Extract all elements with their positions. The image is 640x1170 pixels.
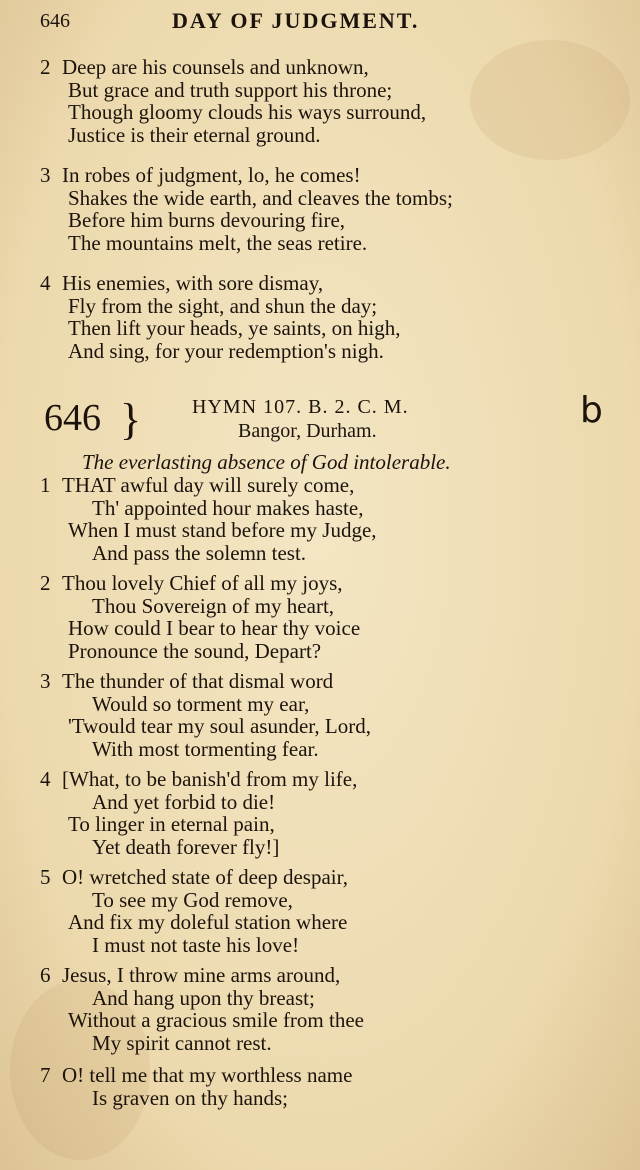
verse-line: The thunder of that dismal word xyxy=(62,669,334,693)
brace: } xyxy=(120,395,142,444)
verse-line: Though gloomy clouds his ways surround, xyxy=(68,100,427,124)
verse-line: And fix my doleful station where xyxy=(68,910,348,934)
stanza xyxy=(40,272,630,362)
stanza-number: 5 xyxy=(40,865,51,889)
verse-line: The mountains melt, the seas retire. xyxy=(68,230,368,255)
stanza xyxy=(40,572,630,662)
verse-line: To see my God remove, xyxy=(92,887,293,912)
verse-line: With most tormenting fear. xyxy=(92,736,319,761)
stanza xyxy=(40,56,630,146)
verse-line: Would so torment my ear, xyxy=(92,691,310,716)
verse-line: His enemies, with sore dismay, xyxy=(62,271,324,295)
stanza-number: 2 xyxy=(40,571,51,595)
verse-line: Fly from the sight, and shun the day; xyxy=(68,293,378,318)
hymn-title: HYMN 107. B. 2. C. M. xyxy=(192,396,409,418)
stanza-number: 7 xyxy=(40,1063,51,1087)
verse-line: THAT awful day will surely come, xyxy=(62,473,355,497)
verse-line: But grace and truth support his throne; xyxy=(68,77,393,102)
verse-line: And pass the solemn test. xyxy=(92,540,307,565)
verse-line: O! wretched state of deep despair, xyxy=(62,865,349,889)
verse-line: Is graven on thy hands; xyxy=(92,1085,288,1110)
verse-line: How could I bear to hear thy voice xyxy=(68,616,361,640)
stanza-number: 1 xyxy=(40,473,51,497)
verse-line: Justice is their eternal ground. xyxy=(68,122,321,147)
page-header xyxy=(0,2,640,38)
verse-line: When I must stand before my Judge, xyxy=(68,518,377,542)
verse-line: O! tell me that my worthless name xyxy=(62,1063,353,1087)
stanza xyxy=(40,964,630,1054)
verse-line: 'Twould tear my soul asunder, Lord, xyxy=(68,714,371,738)
verse-line: Shakes the wide earth, and cleaves the tombs; xyxy=(68,185,453,210)
verse-line: Thou Sovereign of my heart, xyxy=(92,593,335,618)
tune-names: Bangor, Durham. xyxy=(238,420,377,442)
stanza-number: 3 xyxy=(40,163,51,187)
stanza xyxy=(40,866,630,956)
verse-line: Th' appointed hour makes haste, xyxy=(92,495,364,520)
running-head: DAY OF JUDGMENT. xyxy=(172,8,420,33)
verse-line: And sing, for your redemption's nigh. xyxy=(68,338,384,363)
stanza xyxy=(40,670,630,760)
stanza xyxy=(40,768,630,858)
stanza-number: 4 xyxy=(40,767,51,791)
hymn-number: 646 xyxy=(44,397,101,439)
verse-line: In robes of judgment, lo, he comes! xyxy=(62,163,361,187)
hymn-heading xyxy=(40,392,630,452)
verse-line: Deep are his counsels and unknown, xyxy=(62,55,369,79)
verse-line: Pronounce the sound, Depart? xyxy=(68,638,322,663)
stanza xyxy=(40,1064,630,1109)
verse-line: Before him burns devouring fire, xyxy=(68,208,346,232)
verse-line: Then lift your heads, ye saints, on high, xyxy=(68,316,401,340)
stanza-number: 4 xyxy=(40,271,51,295)
verse-line: Thou lovely Chief of all my joys, xyxy=(62,571,343,595)
stanza-number: 6 xyxy=(40,963,51,987)
verse-line: Jesus, I throw mine arms around, xyxy=(62,963,341,987)
verse-line: Yet death forever fly!] xyxy=(92,834,280,859)
page-number: 646 xyxy=(40,10,70,32)
verse-line: [What, to be banish'd from my life, xyxy=(62,767,358,791)
hymn-subject: The everlasting absence of God intolerable. xyxy=(82,450,451,474)
verse-line: To linger in eternal pain, xyxy=(68,812,275,836)
verse-line: And hang upon thy breast; xyxy=(92,985,315,1010)
stanza-number: 3 xyxy=(40,669,51,693)
verse-line: My spirit cannot rest. xyxy=(92,1030,272,1055)
stanza xyxy=(40,164,630,254)
stanza-number: 2 xyxy=(40,55,51,79)
verse-line: Without a gracious smile from thee xyxy=(68,1008,364,1032)
verse-line: And yet forbid to die! xyxy=(92,789,276,814)
stanza xyxy=(40,474,630,564)
margin-mark: b xyxy=(580,390,603,431)
verse-line: I must not taste his love! xyxy=(92,932,300,957)
